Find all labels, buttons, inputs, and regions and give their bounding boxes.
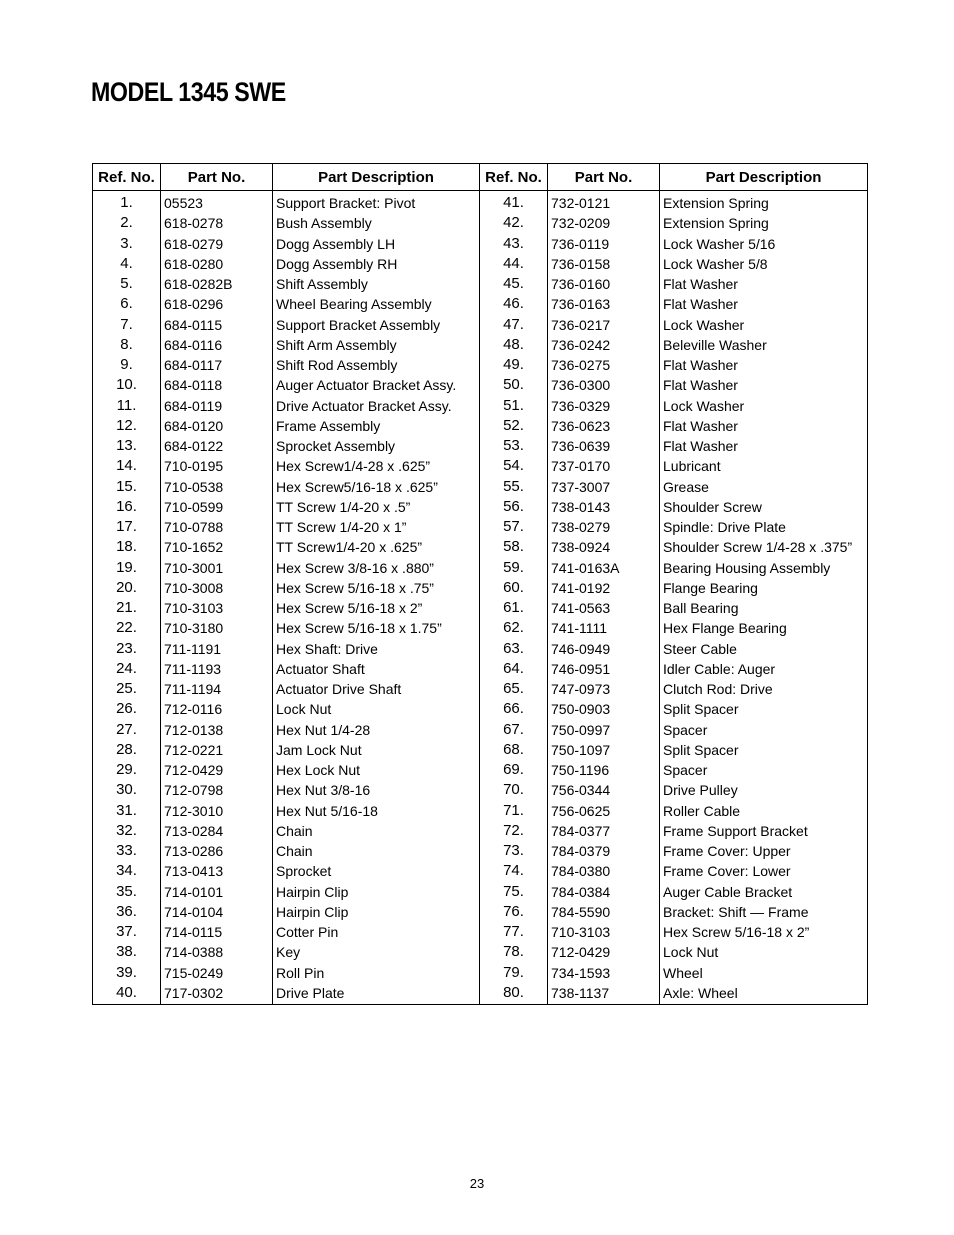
- part-description: Split Spacer: [660, 699, 868, 719]
- part-description: Flat Washer: [660, 274, 868, 294]
- ref-number: 54.: [480, 456, 548, 476]
- ref-number: 13.: [93, 436, 161, 456]
- part-number: 784-0377: [548, 821, 660, 841]
- table-row: [93, 213, 868, 233]
- ref-number: 61.: [480, 598, 548, 618]
- part-number: 750-0997: [548, 720, 660, 740]
- ref-number: 53.: [480, 436, 548, 456]
- part-number: 05523: [161, 191, 273, 214]
- part-description: Spacer: [660, 720, 868, 740]
- ref-number: 30.: [93, 780, 161, 800]
- ref-number: 14.: [93, 456, 161, 476]
- part-number: 736-0160: [548, 274, 660, 294]
- ref-number: 19.: [93, 558, 161, 578]
- ref-number: 57.: [480, 517, 548, 537]
- part-number: 746-0949: [548, 639, 660, 659]
- ref-number: 42.: [480, 213, 548, 233]
- part-number: 714-0388: [161, 942, 273, 962]
- header-part-no: Part No.: [161, 164, 273, 191]
- header-part-description: Part Description: [273, 164, 480, 191]
- table-row: [93, 294, 868, 314]
- part-description: Hairpin Clip: [273, 902, 480, 922]
- part-description: Bush Assembly: [273, 213, 480, 233]
- part-description: Cotter Pin: [273, 922, 480, 942]
- part-description: Hex Screw 5/16-18 x 2”: [660, 922, 868, 942]
- ref-number: 49.: [480, 355, 548, 375]
- table-row: [93, 983, 868, 1005]
- ref-number: 72.: [480, 821, 548, 841]
- part-number: 710-3103: [548, 922, 660, 942]
- ref-number: 1.: [93, 191, 161, 214]
- ref-number: 40.: [93, 983, 161, 1005]
- table-row: [93, 902, 868, 922]
- table-row: [93, 821, 868, 841]
- ref-number: 44.: [480, 254, 548, 274]
- ref-number: 65.: [480, 679, 548, 699]
- part-description: Auger Actuator Bracket Assy.: [273, 375, 480, 395]
- part-number: 713-0413: [161, 861, 273, 881]
- ref-number: 43.: [480, 234, 548, 254]
- part-number: 710-3180: [161, 618, 273, 638]
- part-description: Auger Cable Bracket: [660, 882, 868, 902]
- ref-number: 34.: [93, 861, 161, 881]
- table-row: [93, 942, 868, 962]
- part-number: 684-0120: [161, 416, 273, 436]
- part-description: Clutch Rod: Drive: [660, 679, 868, 699]
- ref-number: 36.: [93, 902, 161, 922]
- ref-number: 8.: [93, 335, 161, 355]
- part-description: Frame Support Bracket: [660, 821, 868, 841]
- table-row: [93, 618, 868, 638]
- table-row: [93, 861, 868, 881]
- ref-number: 41.: [480, 191, 548, 214]
- ref-number: 24.: [93, 659, 161, 679]
- table-row: [93, 537, 868, 557]
- part-number: 618-0278: [161, 213, 273, 233]
- part-number: 756-0625: [548, 801, 660, 821]
- part-number: 710-0788: [161, 517, 273, 537]
- parts-table: [92, 163, 868, 1005]
- part-number: 710-3008: [161, 578, 273, 598]
- table-row: [93, 456, 868, 476]
- part-number: 713-0286: [161, 841, 273, 861]
- ref-number: 62.: [480, 618, 548, 638]
- ref-number: 60.: [480, 578, 548, 598]
- ref-number: 45.: [480, 274, 548, 294]
- part-description: Shift Assembly: [273, 274, 480, 294]
- part-description: Roller Cable: [660, 801, 868, 821]
- part-number: 717-0302: [161, 983, 273, 1005]
- ref-number: 38.: [93, 942, 161, 962]
- part-description: Hex Flange Bearing: [660, 618, 868, 638]
- ref-number: 25.: [93, 679, 161, 699]
- part-number: 710-3001: [161, 558, 273, 578]
- part-number: 750-1097: [548, 740, 660, 760]
- ref-number: 64.: [480, 659, 548, 679]
- part-description: Shift Arm Assembly: [273, 335, 480, 355]
- table-row: [93, 234, 868, 254]
- table-row: [93, 578, 868, 598]
- part-description: Sprocket Assembly: [273, 436, 480, 456]
- part-number: 736-0242: [548, 335, 660, 355]
- table-row: [93, 679, 868, 699]
- table-row: [93, 659, 868, 679]
- table-row: [93, 335, 868, 355]
- part-description: Spindle: Drive Plate: [660, 517, 868, 537]
- part-number: 736-0623: [548, 416, 660, 436]
- part-description: Flat Washer: [660, 355, 868, 375]
- page-title: MODEL 1345 SWE: [91, 77, 286, 107]
- ref-number: 32.: [93, 821, 161, 841]
- part-description: Extension Spring: [660, 213, 868, 233]
- table-row: [93, 740, 868, 760]
- table-row: [93, 436, 868, 456]
- part-description: Lock Washer: [660, 396, 868, 416]
- part-number: 712-0116: [161, 699, 273, 719]
- ref-number: 10.: [93, 375, 161, 395]
- part-number: 741-0563: [548, 598, 660, 618]
- ref-number: 12.: [93, 416, 161, 436]
- ref-number: 58.: [480, 537, 548, 557]
- table-row: [93, 191, 868, 214]
- ref-number: 66.: [480, 699, 548, 719]
- part-description: Hex Screw 5/16-18 x 1.75”: [273, 618, 480, 638]
- part-number: 784-0384: [548, 882, 660, 902]
- table-row: [93, 497, 868, 517]
- part-description: Frame Assembly: [273, 416, 480, 436]
- ref-number: 70.: [480, 780, 548, 800]
- table-row: [93, 477, 868, 497]
- header-ref-no: Ref. No.: [480, 164, 548, 191]
- ref-number: 4.: [93, 254, 161, 274]
- part-description: Roll Pin: [273, 963, 480, 983]
- part-description: Bearing Housing Assembly: [660, 558, 868, 578]
- table-row: [93, 963, 868, 983]
- ref-number: 69.: [480, 760, 548, 780]
- part-description: Drive Actuator Bracket Assy.: [273, 396, 480, 416]
- part-number: 784-0379: [548, 841, 660, 861]
- part-number: 618-0282B: [161, 274, 273, 294]
- ref-number: 73.: [480, 841, 548, 861]
- part-number: 684-0116: [161, 335, 273, 355]
- part-number: 738-0143: [548, 497, 660, 517]
- part-description: Lubricant: [660, 456, 868, 476]
- ref-number: 79.: [480, 963, 548, 983]
- ref-number: 28.: [93, 740, 161, 760]
- part-number: 712-0429: [161, 760, 273, 780]
- part-number: 715-0249: [161, 963, 273, 983]
- part-description: Hex Lock Nut: [273, 760, 480, 780]
- part-number: 784-0380: [548, 861, 660, 881]
- ref-number: 80.: [480, 983, 548, 1005]
- part-number: 712-3010: [161, 801, 273, 821]
- part-number: 736-0639: [548, 436, 660, 456]
- ref-number: 33.: [93, 841, 161, 861]
- page-number: 23: [469, 1176, 485, 1191]
- ref-number: 55.: [480, 477, 548, 497]
- part-description: Lock Washer: [660, 315, 868, 335]
- part-description: TT Screw1/4-20 x .625”: [273, 537, 480, 557]
- part-description: Hex Screw 5/16-18 x 2”: [273, 598, 480, 618]
- ref-number: 16.: [93, 497, 161, 517]
- part-description: Spacer: [660, 760, 868, 780]
- ref-number: 56.: [480, 497, 548, 517]
- part-description: Flat Washer: [660, 375, 868, 395]
- part-description: Hex Shaft: Drive: [273, 639, 480, 659]
- part-number: 736-0275: [548, 355, 660, 375]
- part-description: Support Bracket: Pivot: [273, 191, 480, 214]
- ref-number: 15.: [93, 477, 161, 497]
- ref-number: 11.: [93, 396, 161, 416]
- part-number: 712-0221: [161, 740, 273, 760]
- ref-number: 48.: [480, 335, 548, 355]
- part-number: 737-0170: [548, 456, 660, 476]
- part-number: 738-0279: [548, 517, 660, 537]
- part-number: 618-0296: [161, 294, 273, 314]
- part-description: Hairpin Clip: [273, 882, 480, 902]
- part-number: 741-0192: [548, 578, 660, 598]
- part-description: Lock Nut: [273, 699, 480, 719]
- part-number: 747-0973: [548, 679, 660, 699]
- ref-number: 47.: [480, 315, 548, 335]
- ref-number: 74.: [480, 861, 548, 881]
- ref-number: 50.: [480, 375, 548, 395]
- ref-number: 5.: [93, 274, 161, 294]
- table-row: [93, 396, 868, 416]
- table-row: [93, 598, 868, 618]
- part-description: Bracket: Shift — Frame: [660, 902, 868, 922]
- part-description: Dogg Assembly LH: [273, 234, 480, 254]
- ref-number: 7.: [93, 315, 161, 335]
- table-row: [93, 558, 868, 578]
- part-number: 684-0119: [161, 396, 273, 416]
- ref-number: 26.: [93, 699, 161, 719]
- part-number: 738-0924: [548, 537, 660, 557]
- part-number: 736-0329: [548, 396, 660, 416]
- ref-number: 46.: [480, 294, 548, 314]
- ref-number: 17.: [93, 517, 161, 537]
- header-ref-no: Ref. No.: [93, 164, 161, 191]
- part-number: 618-0279: [161, 234, 273, 254]
- part-description: TT Screw 1/4-20 x 1”: [273, 517, 480, 537]
- part-description: Hex Screw1/4-28 x .625”: [273, 456, 480, 476]
- part-description: Frame Cover: Upper: [660, 841, 868, 861]
- parts-table-body: [93, 191, 868, 1005]
- ref-number: 27.: [93, 720, 161, 740]
- part-description: Actuator Drive Shaft: [273, 679, 480, 699]
- part-description: Drive Plate: [273, 983, 480, 1005]
- part-number: 736-0119: [548, 234, 660, 254]
- table-row: [93, 355, 868, 375]
- table-row: [93, 254, 868, 274]
- header-part-description: Part Description: [660, 164, 868, 191]
- part-number: 710-3103: [161, 598, 273, 618]
- part-number: 737-3007: [548, 477, 660, 497]
- part-description: Lock Nut: [660, 942, 868, 962]
- part-description: Hex Screw 3/8-16 x .880”: [273, 558, 480, 578]
- part-number: 712-0429: [548, 942, 660, 962]
- ref-number: 67.: [480, 720, 548, 740]
- ref-number: 75.: [480, 882, 548, 902]
- part-description: Lock Washer 5/8: [660, 254, 868, 274]
- part-number: 713-0284: [161, 821, 273, 841]
- ref-number: 23.: [93, 639, 161, 659]
- table-row: [93, 699, 868, 719]
- part-description: Frame Cover: Lower: [660, 861, 868, 881]
- part-number: 714-0104: [161, 902, 273, 922]
- part-description: Shoulder Screw 1/4-28 x .375”: [660, 537, 868, 557]
- part-description: Dogg Assembly RH: [273, 254, 480, 274]
- table-row: [93, 274, 868, 294]
- ref-number: 77.: [480, 922, 548, 942]
- ref-number: 6.: [93, 294, 161, 314]
- part-description: Jam Lock Nut: [273, 740, 480, 760]
- part-number: 684-0122: [161, 436, 273, 456]
- ref-number: 18.: [93, 537, 161, 557]
- ref-number: 22.: [93, 618, 161, 638]
- ref-number: 29.: [93, 760, 161, 780]
- ref-number: 78.: [480, 942, 548, 962]
- part-description: Grease: [660, 477, 868, 497]
- part-description: Shoulder Screw: [660, 497, 868, 517]
- part-number: 736-0163: [548, 294, 660, 314]
- part-number: 736-0158: [548, 254, 660, 274]
- part-description: Key: [273, 942, 480, 962]
- part-description: Idler Cable: Auger: [660, 659, 868, 679]
- part-number: 712-0798: [161, 780, 273, 800]
- part-number: 732-0209: [548, 213, 660, 233]
- part-description: Flat Washer: [660, 436, 868, 456]
- part-number: 746-0951: [548, 659, 660, 679]
- part-number: 711-1193: [161, 659, 273, 679]
- part-number: 736-0300: [548, 375, 660, 395]
- part-description: Support Bracket Assembly: [273, 315, 480, 335]
- table-row: [93, 841, 868, 861]
- part-number: 712-0138: [161, 720, 273, 740]
- part-number: 710-1652: [161, 537, 273, 557]
- part-description: Hex Nut 3/8-16: [273, 780, 480, 800]
- ref-number: 63.: [480, 639, 548, 659]
- ref-number: 76.: [480, 902, 548, 922]
- part-number: 714-0101: [161, 882, 273, 902]
- part-number: 732-0121: [548, 191, 660, 214]
- part-number: 741-0163A: [548, 558, 660, 578]
- part-description: TT Screw 1/4-20 x .5”: [273, 497, 480, 517]
- ref-number: 71.: [480, 801, 548, 821]
- ref-number: 37.: [93, 922, 161, 942]
- ref-number: 51.: [480, 396, 548, 416]
- part-description: Flat Washer: [660, 294, 868, 314]
- part-description: Flat Washer: [660, 416, 868, 436]
- part-description: Hex Screw5/16-18 x .625”: [273, 477, 480, 497]
- table-row: [93, 315, 868, 335]
- ref-number: 2.: [93, 213, 161, 233]
- part-number: 714-0115: [161, 922, 273, 942]
- table-row: [93, 517, 868, 537]
- part-number: 734-1593: [548, 963, 660, 983]
- part-description: Hex Nut 5/16-18: [273, 801, 480, 821]
- part-description: Wheel Bearing Assembly: [273, 294, 480, 314]
- part-description: Shift Rod Assembly: [273, 355, 480, 375]
- table-row: [93, 882, 868, 902]
- part-description: Ball Bearing: [660, 598, 868, 618]
- part-description: Wheel: [660, 963, 868, 983]
- ref-number: 68.: [480, 740, 548, 760]
- part-description: Beleville Washer: [660, 335, 868, 355]
- part-description: Steer Cable: [660, 639, 868, 659]
- table-row: [93, 801, 868, 821]
- part-number: 684-0115: [161, 315, 273, 335]
- part-number: 711-1191: [161, 639, 273, 659]
- table-row: [93, 639, 868, 659]
- part-description: Flange Bearing: [660, 578, 868, 598]
- part-number: 741-1111: [548, 618, 660, 638]
- part-number: 710-0599: [161, 497, 273, 517]
- table-row: [93, 780, 868, 800]
- part-number: 756-0344: [548, 780, 660, 800]
- ref-number: 31.: [93, 801, 161, 821]
- ref-number: 59.: [480, 558, 548, 578]
- part-number: 750-0903: [548, 699, 660, 719]
- part-number: 750-1196: [548, 760, 660, 780]
- table-row: [93, 922, 868, 942]
- part-description: Drive Pulley: [660, 780, 868, 800]
- ref-number: 20.: [93, 578, 161, 598]
- ref-number: 3.: [93, 234, 161, 254]
- part-number: 711-1194: [161, 679, 273, 699]
- part-description: Split Spacer: [660, 740, 868, 760]
- part-number: 710-0538: [161, 477, 273, 497]
- part-description: Chain: [273, 841, 480, 861]
- header-part-no: Part No.: [548, 164, 660, 191]
- ref-number: 39.: [93, 963, 161, 983]
- part-description: Axle: Wheel: [660, 983, 868, 1005]
- part-description: Hex Screw 5/16-18 x .75”: [273, 578, 480, 598]
- ref-number: 9.: [93, 355, 161, 375]
- part-number: 684-0117: [161, 355, 273, 375]
- part-number: 784-5590: [548, 902, 660, 922]
- table-row: [93, 416, 868, 436]
- part-description: Lock Washer 5/16: [660, 234, 868, 254]
- ref-number: 21.: [93, 598, 161, 618]
- part-number: 736-0217: [548, 315, 660, 335]
- table-row: [93, 720, 868, 740]
- part-number: 618-0280: [161, 254, 273, 274]
- ref-number: 52.: [480, 416, 548, 436]
- part-description: Extension Spring: [660, 191, 868, 214]
- part-number: 738-1137: [548, 983, 660, 1005]
- part-number: 684-0118: [161, 375, 273, 395]
- part-description: Chain: [273, 821, 480, 841]
- part-description: Actuator Shaft: [273, 659, 480, 679]
- part-description: Hex Nut 1/4-28: [273, 720, 480, 740]
- table-row: [93, 760, 868, 780]
- ref-number: 35.: [93, 882, 161, 902]
- table-header-row: [93, 164, 868, 191]
- table-row: [93, 375, 868, 395]
- part-number: 710-0195: [161, 456, 273, 476]
- part-description: Sprocket: [273, 861, 480, 881]
